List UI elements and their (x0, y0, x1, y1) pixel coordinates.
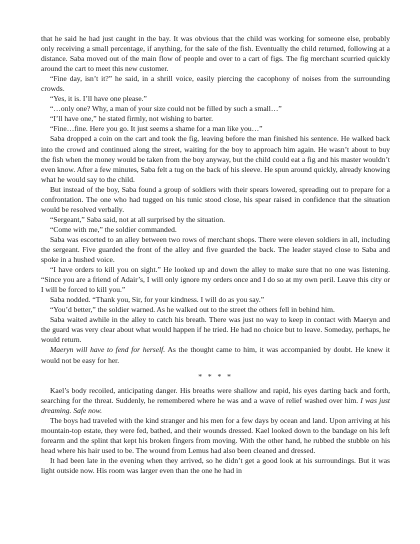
paragraph: “You’d better,” the soldier warned. As he walked out to the street the others fell in behind him. (50, 305, 335, 315)
paragraph: “I’ll have one,” he stated firmly, not wishing to barter. (50, 114, 213, 124)
paragraph: It had been late in the evening when they arrived, so he didn’t get a good look at his surroundings. But it was light outside now. His room was larger even than the one he had in (41, 455, 390, 475)
paragraph: “I have orders to kill you on sight.” He looked up and down the alley to make sure that no one was listening. “Since you are a friend of Adair’s, I will only ignore my orders once and I do so at my own peril. Leave this city or I will be forced to kill you.” (41, 265, 390, 295)
paragraph: Saba waited awhile in the alley to catch his breath. There was just no way to keep in contact with Maeryn and the guard was very clear about what would happen if he tried. He had no choice but to leave. Someday, perhaps, he would return. (41, 315, 390, 345)
paragraph: Saba was escorted to an alley between two rows of merchant shops. There were eleven soldiers in all, including the sergeant. Five guarded the front of the alley and five guarded the back. The leader stayed close to Saba and spoke in a hushed voice. (41, 234, 390, 265)
scene-break: * * * * (198, 371, 233, 381)
paragraph: Saba dropped a coin on the cart and took the fig, leaving before the man finished his sentence. He walked back into the crowd and continued along the street, waiting for the boy to approach him again. He wasn’t about to buy the fish when the money would be taken from the boy anyway, but the child could eat a fig and his master wouldn’t even know. After a few minutes, Saba felt a tug on the back of his sleeve. He spun around quickly, already knowing what he would say to the child. (41, 134, 390, 184)
paragraph: that he said he had just caught in the bay. It was obvious that the child was working for someone else, probably only receiving a small percentage, if anything, for the sale of the fish. Eventually the child returned, following at a distance. Saba moved out of the main flow of people and over to a cart of figs. The fig merchant scurried quickly around the cart to meet this new customer. (41, 34, 390, 74)
paragraph-rest: As the thought came to him, it was accompanied by doubt. He knew it would not be easy for her. (41, 345, 390, 365)
paragraph (41, 386, 390, 416)
paragraph: But instead of the boy, Saba found a group of soldiers with their spears lowered, spreading out to prepare for a confrontation. The one who had tugged on his tunic stood close, his spear raised in confidence that the situation would be resolved verbally. (41, 184, 390, 214)
paragraph: “Yes, it is. I’ll have one please.” (50, 94, 147, 104)
paragraph: “Fine…fine. Here you go. It just seems a shame for a man like you…” (50, 124, 263, 134)
paragraph: Saba nodded. “Thank you, Sir, for your kindness. I will do as you say.” (50, 295, 265, 305)
italic-thought: Maeryn will have to fend for herself. (50, 345, 166, 355)
paragraph: The boys had traveled with the kind stranger and his men for a few days by ocean and land. Upon arriving at his mountain-top estate, they were fed, bathed, and their wounds dressed. Kael looked down to the bandage on his left forearm and the splint that kept his broken fingers from moving. With the other hand, he rubbed the stubble on his head where his hair used to be. The wound from Lemus had also been cleaned and dressed. (41, 415, 390, 455)
italic-thought: I was just dreaming. Safe now. (41, 395, 390, 415)
paragraph: “Sergeant,” Saba said, not at all surprised by the situation. (50, 214, 226, 224)
paragraph: “Come with me,” the soldier commanded. (50, 224, 177, 234)
paragraph-lead: Kael’s body recoiled, anticipating danger. His breaths were shallow and rapid, his eyes darting back and forth, searching for the threat. Suddenly, he remembered where he was and a wave of relief washed over him. (41, 385, 390, 405)
paragraph: “…only one? Why, a man of your size could not be filled by such a small…” (50, 104, 282, 114)
paragraph (41, 345, 390, 365)
paragraph: “Fine day, isn’t it?” he said, in a shrill voice, easily piercing the cacophony of noises from the surrounding crowds. (41, 74, 390, 94)
